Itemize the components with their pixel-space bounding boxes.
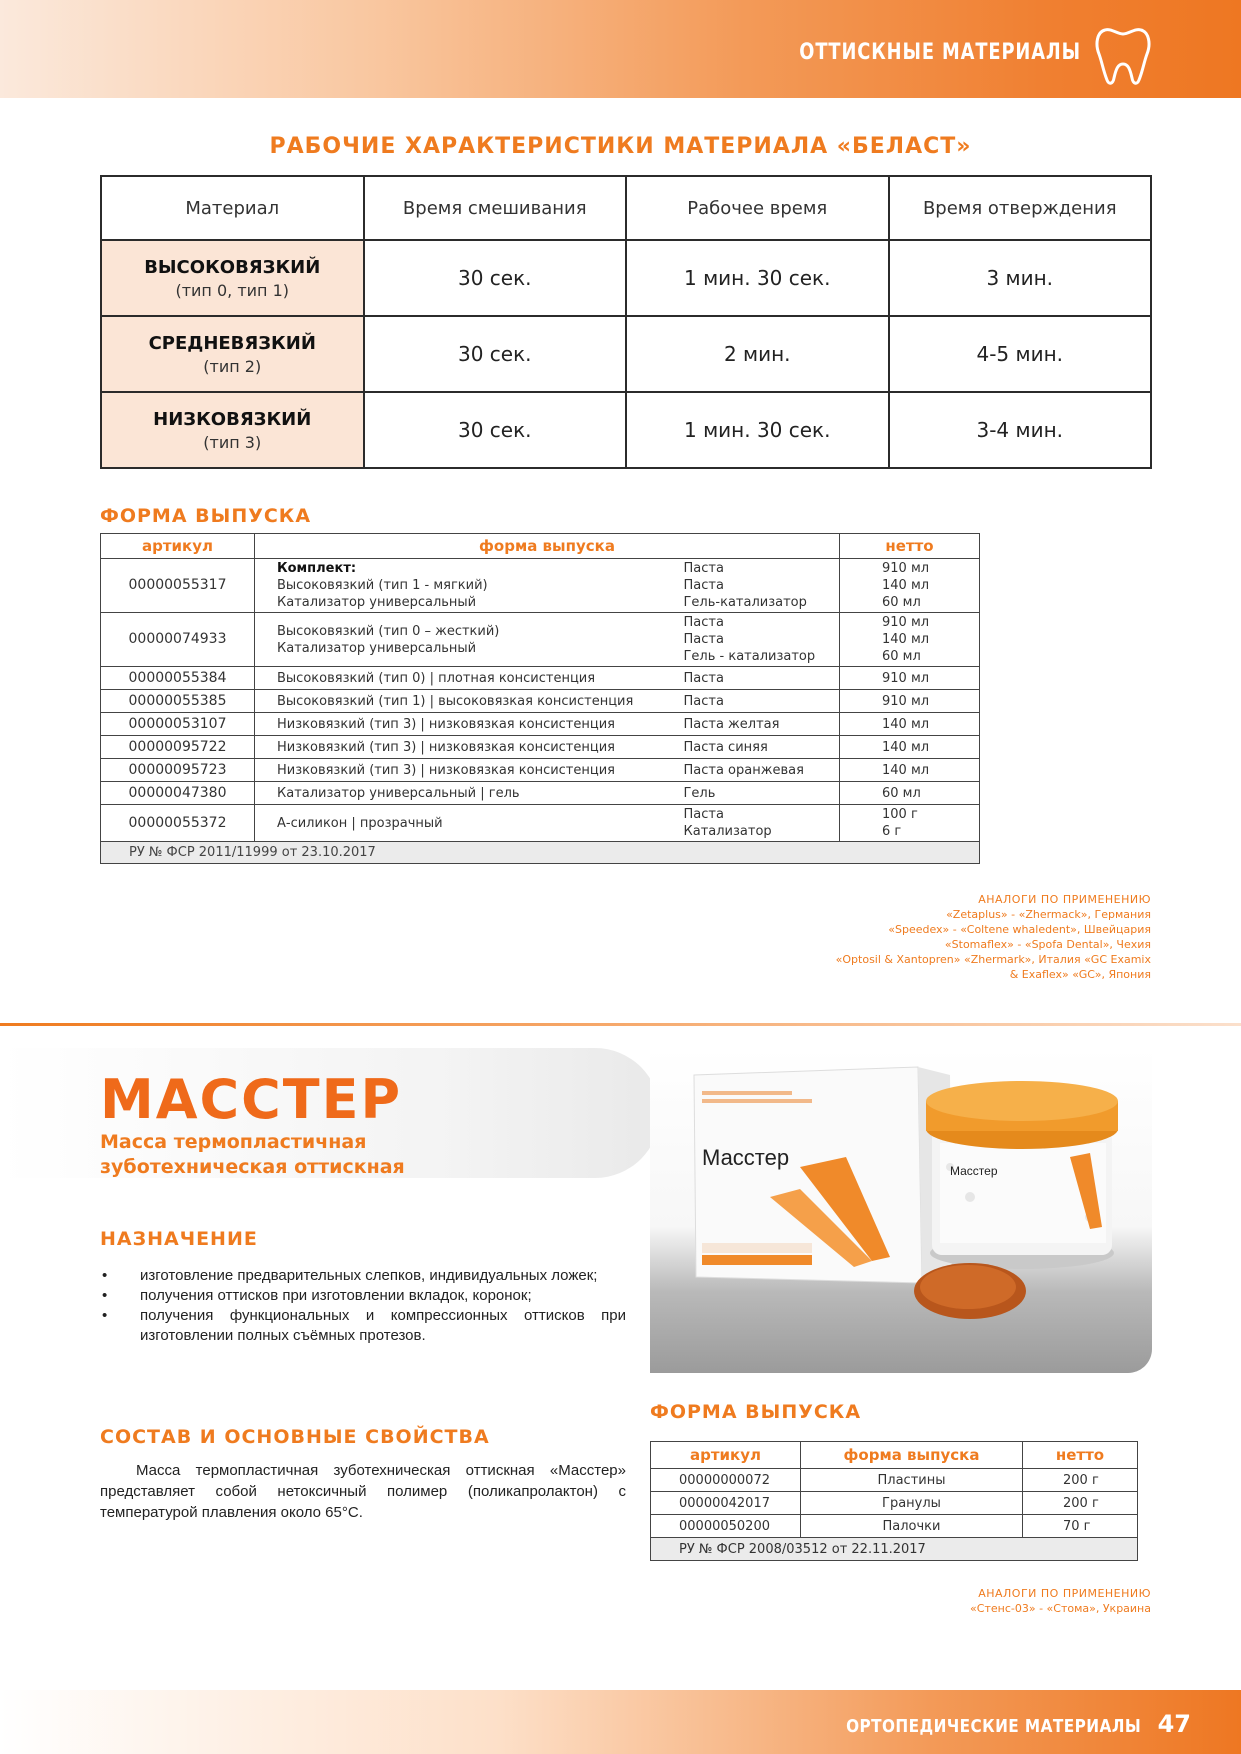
article-cell: 00000055384: [101, 667, 255, 690]
net-line: 140 мл: [882, 578, 930, 593]
release-form-table: [650, 1441, 1138, 1561]
mixing-time: 30 сек.: [364, 240, 627, 316]
col-article: артикул: [651, 1442, 801, 1469]
analog-line: «Zetaplus» - «Zhermack», Германия: [946, 908, 1151, 921]
net-cell: 910 мл: [840, 690, 980, 713]
table-row: [101, 240, 1151, 316]
article-cell: 00000095723: [101, 759, 255, 782]
table-row: [651, 1492, 1138, 1515]
net-cell: 200 г: [1023, 1469, 1138, 1492]
mixing-time: 30 сек.: [364, 316, 627, 392]
product-subtitle-line: зуботехническая оттискная: [100, 1156, 405, 1178]
net-line: 6 г: [882, 824, 902, 839]
analogs-title: АНАЛОГИ ПО ПРИМЕНЕНИЮ: [978, 893, 1151, 906]
kind-cell: Палочки: [801, 1515, 1023, 1538]
col-form: форма выпуска: [801, 1442, 1023, 1469]
article-cell: 00000053107: [101, 713, 255, 736]
col-form: форма выпуска: [255, 534, 840, 559]
table-row: [651, 1469, 1138, 1492]
analog-line: «Стенс-03» - «Стома», Украина: [970, 1602, 1151, 1615]
table-row: [101, 316, 1151, 392]
description-cell: Катализатор универсальный | гель: [255, 782, 680, 805]
material-type: (тип 3): [203, 432, 262, 452]
kind-cell: Пластины: [801, 1469, 1023, 1492]
description-cell: Низковязкий (тип 3) | низковязкая консистенция: [255, 713, 680, 736]
characteristics-table: [100, 175, 1152, 469]
net-cell: 140 мл: [840, 736, 980, 759]
article-cell: 00000055385: [101, 690, 255, 713]
material-type: (тип 2): [203, 356, 262, 376]
material-type: (тип 0, тип 1): [175, 280, 290, 300]
release-header-row: [101, 534, 980, 559]
kind-cell: Паста оранжевая: [680, 759, 840, 782]
table-row: [101, 559, 980, 613]
kind-line: Паста: [683, 807, 724, 822]
product-photo: [650, 1047, 1152, 1373]
material-cell: [101, 240, 364, 316]
analog-line: & Exaflex» «GC», Япония: [1009, 968, 1151, 981]
article-cell: 00000055317: [101, 559, 255, 613]
table-row: [101, 667, 980, 690]
table-row: [101, 690, 980, 713]
box-label: Масстер: [702, 1145, 790, 1170]
article-cell: 00000047380: [101, 782, 255, 805]
material-cell: [101, 316, 364, 392]
net-cell: 60 мл: [840, 782, 980, 805]
table-row: [101, 759, 980, 782]
curing-time: 3 мин.: [889, 240, 1152, 316]
description-cell: [255, 613, 680, 667]
table-row: [101, 713, 980, 736]
article-cell: 00000042017: [651, 1492, 801, 1515]
registration-number: РУ № ФСР 2011/11999 от 23.10.2017: [101, 842, 980, 864]
description-cell: Высоковязкий (тип 1) | высоковязкая консистенция: [255, 690, 680, 713]
registration-row: [101, 842, 980, 864]
mixing-time: 30 сек.: [364, 392, 627, 468]
tooth-icon: [1091, 22, 1155, 90]
material-name: ВЫСОКОВЯЗКИЙ: [144, 256, 321, 278]
kind-line: Гель - катализатор: [683, 649, 816, 664]
col-working: Рабочее время: [626, 176, 889, 240]
table-row: [101, 805, 980, 842]
kit-label: Комплект:: [277, 561, 357, 576]
kind-cell: Паста синяя: [680, 736, 840, 759]
description-line: Высоковязкий (тип 1 - мягкий): [277, 578, 488, 593]
net-line: 140 мл: [882, 632, 930, 647]
analog-line: «Stomaflex» - «Spofa Dental», Чехия: [944, 938, 1151, 951]
net-line: 60 мл: [882, 649, 921, 664]
release-form-title: ФОРМА ВЫПУСКА: [100, 505, 312, 527]
registration-number: РУ № ФСР 2008/03512 от 22.11.2017: [651, 1538, 1138, 1561]
list-item: • изготовление предварительных слепков, индивидуальных ложек;: [100, 1266, 626, 1286]
analog-line: «Optosil & Xantopren» «Zhermark», Италия «GC Examix: [835, 953, 1151, 966]
list-item: • получения оттисков при изготовлении вкладок, коронок;: [100, 1286, 626, 1306]
material-cell: [101, 392, 364, 468]
col-net: нетто: [1023, 1442, 1138, 1469]
working-time: 1 мин. 30 сек.: [626, 240, 889, 316]
list-item: • получения функциональных и компрессионных оттисков при изготовлении полных съёмных протезов.: [100, 1306, 626, 1346]
table-row: [101, 782, 980, 805]
curing-time: 3-4 мин.: [889, 392, 1152, 468]
curing-time: 4-5 мин.: [889, 316, 1152, 392]
col-material: Материал: [101, 176, 364, 240]
net-cell: [840, 559, 980, 613]
net-line: 60 мл: [882, 595, 921, 610]
col-curing: Время отверждения: [889, 176, 1152, 240]
box-text-line: [702, 1099, 812, 1103]
working-time: 2 мин.: [626, 316, 889, 392]
analogs-block: [970, 1586, 1151, 1616]
description-cell: Низковязкий (тип 3) | низковязкая консистенция: [255, 736, 680, 759]
kind-cell: Паста желтая: [680, 713, 840, 736]
product-name: МАССТЕР: [100, 1068, 403, 1131]
table-row: [101, 392, 1151, 468]
section-divider: [0, 1023, 1241, 1026]
kind-line: Катализатор: [683, 824, 772, 839]
net-cell: 70 г: [1023, 1515, 1138, 1538]
kind-line: Паста: [683, 632, 724, 647]
characteristics-header-row: [101, 176, 1151, 240]
net-line: 100 г: [882, 807, 918, 822]
net-cell: 910 мл: [840, 667, 980, 690]
net-line: 910 мл: [882, 561, 930, 576]
net-cell: 140 мл: [840, 759, 980, 782]
characteristics-title: РАБОЧИЕ ХАРАКТЕРИСТИКИ МАТЕРИАЛА «БЕЛАСТ»: [269, 134, 972, 159]
kind-line: Паста: [683, 615, 724, 630]
composition-text: Масса термопластичная зуботехническая оттискная «Масстер» представляет собой нетоксичный полимер (поликапролактон) с температурой плавления около 65°С.: [100, 1462, 626, 1521]
jar-label: Масстер: [950, 1164, 998, 1178]
registration-row: [651, 1538, 1138, 1561]
article-cell: 00000055372: [101, 805, 255, 842]
kind-line: Паста: [683, 578, 724, 593]
kind-cell: Паста: [680, 667, 840, 690]
product-subtitle-line: Масса термопластичная: [100, 1131, 367, 1153]
kind-cell: [680, 805, 840, 842]
working-time: 1 мин. 30 сек.: [626, 392, 889, 468]
kind-line: Паста: [683, 561, 724, 576]
article-cell: 00000074933: [101, 613, 255, 667]
release-header-row: [651, 1442, 1138, 1469]
kind-cell: Гранулы: [801, 1492, 1023, 1515]
analogs-title: АНАЛОГИ ПО ПРИМЕНЕНИЮ: [978, 1587, 1151, 1600]
net-cell: [840, 613, 980, 667]
table-row: [101, 613, 980, 667]
release-form-table: [100, 533, 980, 864]
col-mixing: Время смешивания: [364, 176, 627, 240]
footer-title: ОРТОПЕДИЧЕСКИЕ МАТЕРИАЛЫ: [845, 1716, 1141, 1737]
col-article: артикул: [101, 534, 255, 559]
purpose-list: [100, 1266, 626, 1346]
table-row: [651, 1515, 1138, 1538]
analog-line: «Speedex» - «Coltene whaledent», Швейцария: [888, 923, 1151, 936]
product-illustration: [650, 1047, 1152, 1373]
box-text-line: [702, 1091, 792, 1095]
page-number: 47: [1157, 1710, 1191, 1738]
kind-line: Гель-катализатор: [683, 595, 807, 610]
description-cell: Высоковязкий (тип 0) | плотная консистенция: [255, 667, 680, 690]
net-cell: [840, 805, 980, 842]
purpose-title: НАЗНАЧЕНИЕ: [100, 1228, 258, 1250]
header-title: ОТТИСКНЫЕ МАТЕРИАЛЫ: [799, 40, 1081, 65]
description-cell: Низковязкий (тип 3) | низковязкая консистенция: [255, 759, 680, 782]
description-line: Катализатор универсальный: [277, 595, 477, 610]
article-cell: 00000000072: [651, 1469, 801, 1492]
release-form-title: ФОРМА ВЫПУСКА: [650, 1401, 862, 1423]
kind-cell: [680, 613, 840, 667]
description-line: Высоковязкий (тип 0 – жесткий): [277, 623, 500, 639]
kind-cell: Гель: [680, 782, 840, 805]
description-cell: [255, 559, 680, 613]
material-name: НИЗКОВЯЗКИЙ: [153, 408, 312, 430]
net-cell: 200 г: [1023, 1492, 1138, 1515]
table-row: [101, 736, 980, 759]
description-cell: А-силикон | прозрачный: [255, 805, 680, 842]
article-cell: 00000050200: [651, 1515, 801, 1538]
article-cell: 00000095722: [101, 736, 255, 759]
net-line: 910 мл: [882, 615, 930, 630]
material-name: СРЕДНЕВЯЗКИЙ: [148, 332, 316, 354]
kind-cell: Паста: [680, 690, 840, 713]
composition-title: СОСТАВ И ОСНОВНЫЕ СВОЙСТВА: [100, 1426, 490, 1448]
kind-cell: [680, 559, 840, 613]
col-net: нетто: [840, 534, 980, 559]
analogs-block: [836, 892, 1151, 982]
product-subtitle: [100, 1130, 405, 1180]
description-line: Катализатор универсальный: [277, 640, 477, 656]
net-cell: 140 мл: [840, 713, 980, 736]
